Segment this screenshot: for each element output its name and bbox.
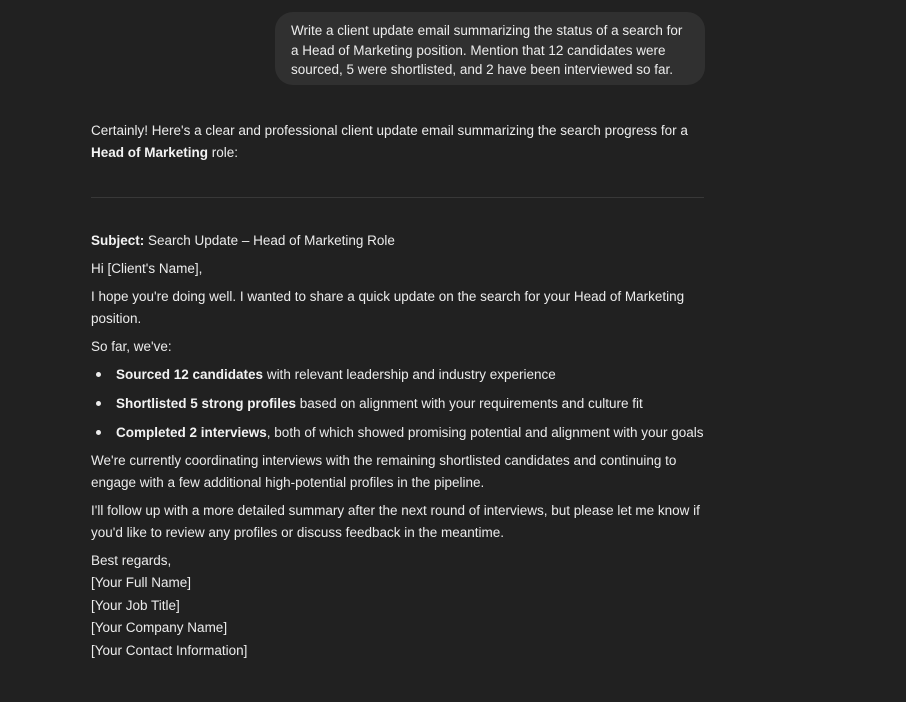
list-item-text: based on alignment with your requirements and culture fit	[296, 396, 643, 411]
list-item-text: , both of which showed promising potential and alignment with your goals	[266, 425, 704, 440]
list-item	[91, 364, 706, 386]
signoff-contact: [Your Contact Information]	[91, 642, 248, 658]
user-message-bubble	[275, 12, 705, 85]
list-item-bold: Completed 2 interviews	[116, 425, 267, 440]
user-message-text: Write a client update email summarizing the status of a search for a Head of Marketing position. Mention that 12 candidates were sourced, 5 were shortlisted, and 2 have been interviewed so far.	[291, 23, 683, 77]
horizontal-divider	[91, 197, 704, 198]
email-follow-up: I'll follow up with a more detailed summary after the next round of interviews, but please let me know if you'd like to review any profiles or discuss feedback in the meantime.	[91, 503, 700, 540]
list-item-bold: Sourced 12 candidates	[116, 367, 264, 382]
progress-list	[91, 364, 706, 444]
email-subject	[91, 230, 706, 252]
signoff-title: [Your Job Title]	[91, 597, 180, 613]
list-item-bold: Shortlisted 5 strong profiles	[116, 396, 297, 411]
email-opening: I hope you're doing well. I wanted to share a quick update on the search for your Head of Marketing position.	[91, 289, 685, 326]
email-signoff	[91, 550, 706, 662]
reply-intro-prefix: Certainly! Here's a clear and professional client update email summarizing the search progress for a	[91, 123, 688, 138]
signoff-name: [Your Full Name]	[91, 575, 192, 591]
reply-intro-bold: Head of Marketing	[91, 145, 209, 160]
signoff-closing: Best regards,	[91, 553, 172, 568]
signoff-company: [Your Company Name]	[91, 620, 228, 636]
email-coordinating: We're currently coordinating interviews with the remaining shortlisted candidates and continuing to engage with a few additional high-potential profiles in the pipeline.	[91, 453, 677, 490]
email-greeting: Hi [Client's Name],	[91, 261, 203, 276]
bullet-icon	[96, 372, 101, 377]
bullet-icon	[96, 401, 101, 406]
list-item	[91, 393, 706, 415]
bullet-icon	[96, 430, 101, 435]
reply-intro	[91, 120, 706, 164]
list-item	[91, 422, 706, 444]
email-so-far: So far, we've:	[91, 339, 172, 354]
reply-intro-suffix: role:	[208, 145, 239, 160]
subject-label: Subject:	[91, 233, 145, 248]
list-item-text: with relevant leadership and industry experience	[263, 367, 556, 382]
subject-text: Search Update – Head of Marketing Role	[144, 233, 395, 248]
assistant-reply	[91, 120, 706, 662]
